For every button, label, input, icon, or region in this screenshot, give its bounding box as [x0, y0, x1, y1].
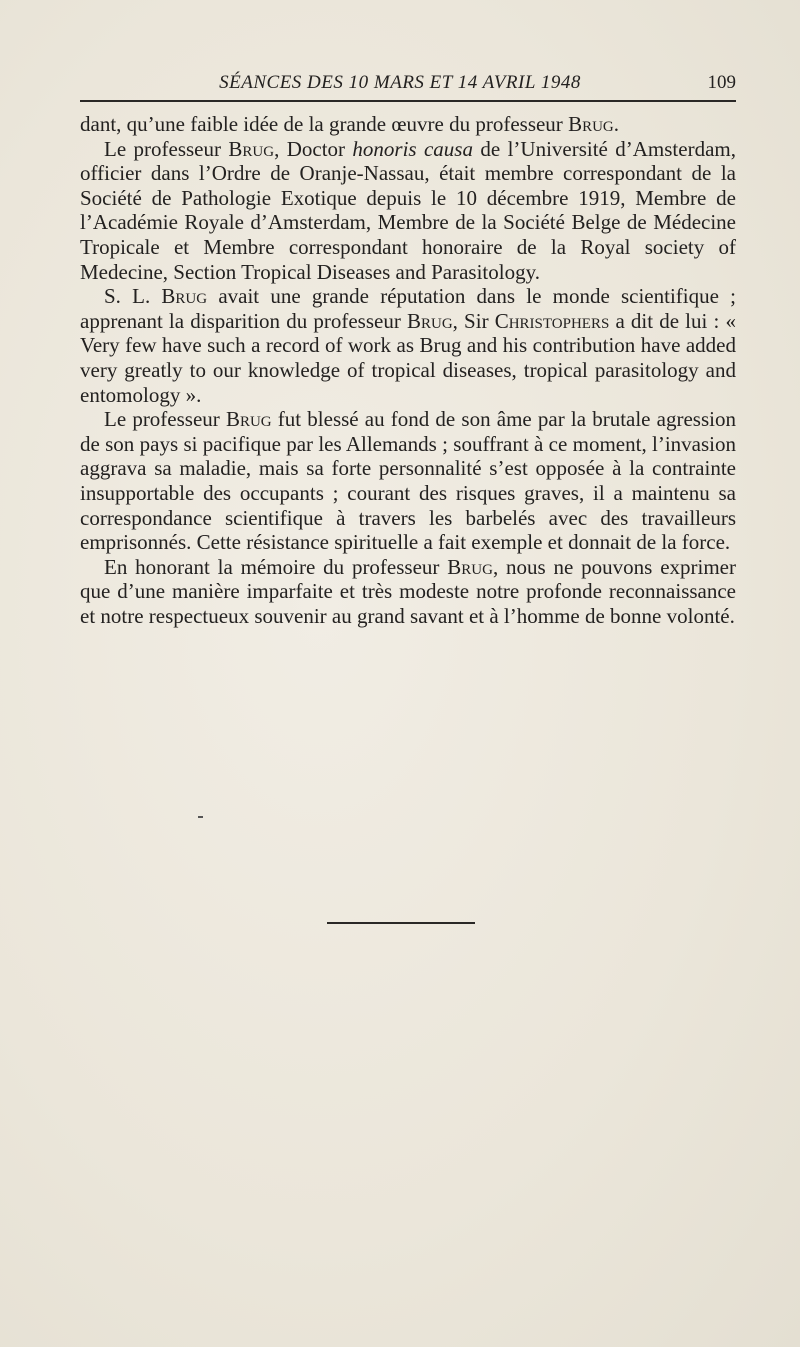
paragraph-5: [80, 555, 736, 629]
author-name: Brug: [161, 284, 208, 309]
page-number: 109: [707, 72, 736, 93]
italic-phrase: honoris causa: [352, 136, 473, 161]
text-run: Le professeur: [104, 136, 229, 161]
author-name: Brug: [406, 308, 453, 333]
text-run: Le professeur: [104, 407, 226, 432]
paragraph-3: [80, 284, 736, 407]
text-run: avait une grande réputation dans le monde scientifique ; apprenant la disparition du professeur: [80, 284, 736, 333]
text-run: S. L.: [104, 284, 162, 309]
stray-mark: [198, 816, 203, 818]
running-head: [80, 70, 736, 96]
text-run: , Sir: [452, 308, 495, 333]
text-run: de l’Université d’Amsterdam, officier dans l’Ordre de Oranje-Nassau, était membre correspondant de la Société de Pathologie Exotique depuis le 10 décembre 1919, Membre de l’Académie Royale d’Amsterdam, Membre de la Société Belge de Médecine Tropicale et Membre correspondant honoraire de la Royal society of Medecine, Section Tropical Diseases and Parasitology.: [80, 136, 736, 284]
person-name: Christophers: [494, 308, 610, 333]
author-name: Brug: [228, 136, 275, 161]
text-run: , Doctor: [274, 136, 353, 161]
paragraph-2: [80, 137, 736, 285]
text-run: a dit de lui : « Very few have such a record of work as Brug and his contribution have added very greatly to our knowledge of tropical diseases, tropical parasitology and entomology ».: [80, 308, 736, 407]
text-run: En honorant la mémoire du professeur: [104, 554, 448, 579]
end-rule: [327, 922, 475, 924]
text-run: .: [613, 112, 619, 136]
author-name: Brug: [225, 407, 272, 432]
running-title: SÉANCES DES 10 MARS ET 14 AVRIL 1948: [219, 72, 581, 93]
author-name: Brug: [447, 554, 493, 579]
body-text: [80, 112, 736, 628]
paragraph-1: [80, 112, 736, 137]
header-rule: [80, 100, 736, 102]
paragraph-4: [80, 407, 736, 555]
author-name: Brug: [568, 112, 614, 136]
text-run: , nous ne pouvons exprimer que d’une manière imparfaite et très modeste notre profonde reconnaissance et notre respectueux souvenir au grand savant et à l’homme de bonne volonté.: [80, 554, 736, 628]
text-run: fut blessé au fond de son âme par la brutale agression de son pays si pacifique par les Allemands ; souffrant à ce moment, l’invasion aggrava sa maladie, mais sa forte personnalité s’est opposée à la contrainte insupportable des occupants ; courant des risques graves, il a maintenu sa correspondance scientifique à travers les barbelés avec des travailleurs emprisonnés. Cette résistance spirituelle a fait exemple et donnait de la force.: [80, 407, 736, 555]
text-run: dant, qu’une faible idée de la grande œuvre du professeur: [80, 112, 569, 136]
